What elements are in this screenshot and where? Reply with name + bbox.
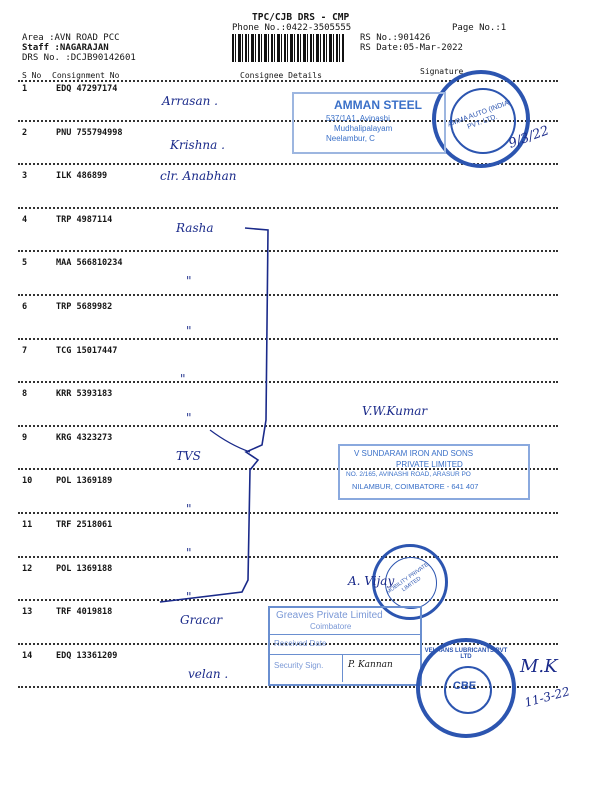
row-handwritten-name: " [186,589,192,604]
round-stamp-auto-text: AMMA AUTO (INDIA) PVT. LTD. [446,99,513,131]
greaves-city: Coimbatore [310,622,352,631]
round-stamp-velans [416,638,516,738]
row-consignment: EDQ 47297174 [56,84,118,94]
velans-text: VELAANS LUBRICANTS PVT LTD [424,648,508,660]
m-signature: M.K [520,656,558,677]
drs-number: DRS No. :DCJB90142601 [22,53,136,63]
row-consignment: POL 1369188 [56,563,113,574]
page-number: Page No.:1 [452,23,507,33]
date-annotation-2: 11-3-22 [522,684,572,710]
row-consignment: ILK 486899 [56,171,108,182]
row-divider [18,207,558,209]
row-consignment: KRR 5393183 [56,389,113,400]
greaves-name: Greaves Private Limited [276,610,383,621]
row-consignment: POL 1369189 [56,476,113,487]
sundaram-line3: NO. 2/165, AVINASHI ROAD, ARASUR PO [346,471,471,478]
column-consignee: Consignee Details [240,71,322,80]
greaves-stamp [268,606,422,686]
column-signature: Signature [420,67,464,76]
sundaram-line2: PRIVATE LIMITED [396,460,463,469]
sundaram-line1: V SUNDARAM IRON AND SONS [354,449,474,458]
velans-center: CBE [453,680,477,692]
row-handwritten-name: " [186,274,192,289]
row-handwritten-name: Rasha [176,220,214,235]
date-annotation-1: 9/3/22 [506,123,552,152]
row-sno: 8 [22,389,28,400]
row-handwritten-name: TVS [176,448,201,463]
amman-steel-name: AMMAN STEEL [334,98,422,112]
barcode [232,34,344,62]
received-date-label: Received Date [274,639,327,648]
row-handwritten-name: " [186,411,192,426]
security-name: P. Kannan [348,660,393,670]
row-sno: 14 [22,650,33,661]
row-consignment: PNU 755794998 [56,127,123,138]
row-sno: 10 [22,476,33,487]
amman-steel-line1: 537/1A1, Avinashi [326,114,390,123]
area-label: Area :AVN ROAD PCC [22,33,120,43]
row-consignment: MAA 566810234 [56,258,123,269]
sundaram-line4: NILAMBUR, COIMBATORE - 641 407 [352,482,479,491]
row-handwritten-name: " [186,546,192,560]
row-sno: 13 [22,607,33,618]
document-title: TPC/CJB DRS - CMP [252,12,350,23]
column-sno: S No [22,71,42,80]
row-handwritten-name: Arrasan . [162,94,218,108]
row-sno: 12 [22,563,33,574]
row-sno: 3 [22,171,28,182]
staff-label: Staff :NAGARAJAN [22,43,109,53]
row-sno: 5 [22,258,28,269]
rs-date: RS Date:05-Mar-2022 [360,43,463,53]
row-handwritten-name: " [186,502,192,517]
rs-number: RS No.:901426 [360,33,431,43]
row-sno: 11 [22,520,33,530]
row-sno: 7 [22,345,28,356]
row-consignment: EDQ 13361209 [56,650,118,661]
row-handwritten-name: velan . [188,666,229,681]
v-signature: V.W.Kumar [362,404,428,418]
row-handwritten-name: Gracar [180,613,223,628]
amman-steel-stamp [292,92,446,154]
row-handwritten-name: " [186,324,192,338]
round-stamp-auto [432,70,530,168]
row-handwritten-name: " [180,371,186,386]
security-sign-label: Security Sign. [274,661,324,670]
amman-steel-line2: Mudhalipalayam [334,124,393,133]
row-consignment: TRF 2518061 [56,520,113,530]
row-sno: 9 [22,432,28,443]
column-consignment: Consignment No [52,71,120,80]
row-consignment: TRP 4987114 [56,214,113,225]
hand-bracket [150,220,290,620]
row-consignment: TCG 15017447 [56,345,118,356]
row-sno: 2 [22,127,28,138]
a-signature: A. Vijay [348,574,395,588]
row-consignment: TRP 5689982 [56,302,113,312]
row-handwritten-name: clr. Anabhan [160,169,237,184]
row-sno: 4 [22,214,28,225]
row-consignment: KRG 4323273 [56,432,113,443]
sundaram-stamp [338,444,530,500]
row-sno: 6 [22,302,28,312]
round-stamp-mobility-text: MOBILITY PRIVATE LIMITED [385,561,430,596]
phone-number: Phone No.:0422-3505555 [232,23,352,33]
amman-steel-line3: Neelambur, C [326,134,375,143]
row-consignment: TRF 4019818 [56,607,113,618]
row-sno: 1 [22,84,28,94]
row-handwritten-name: Krishna . [170,137,225,152]
